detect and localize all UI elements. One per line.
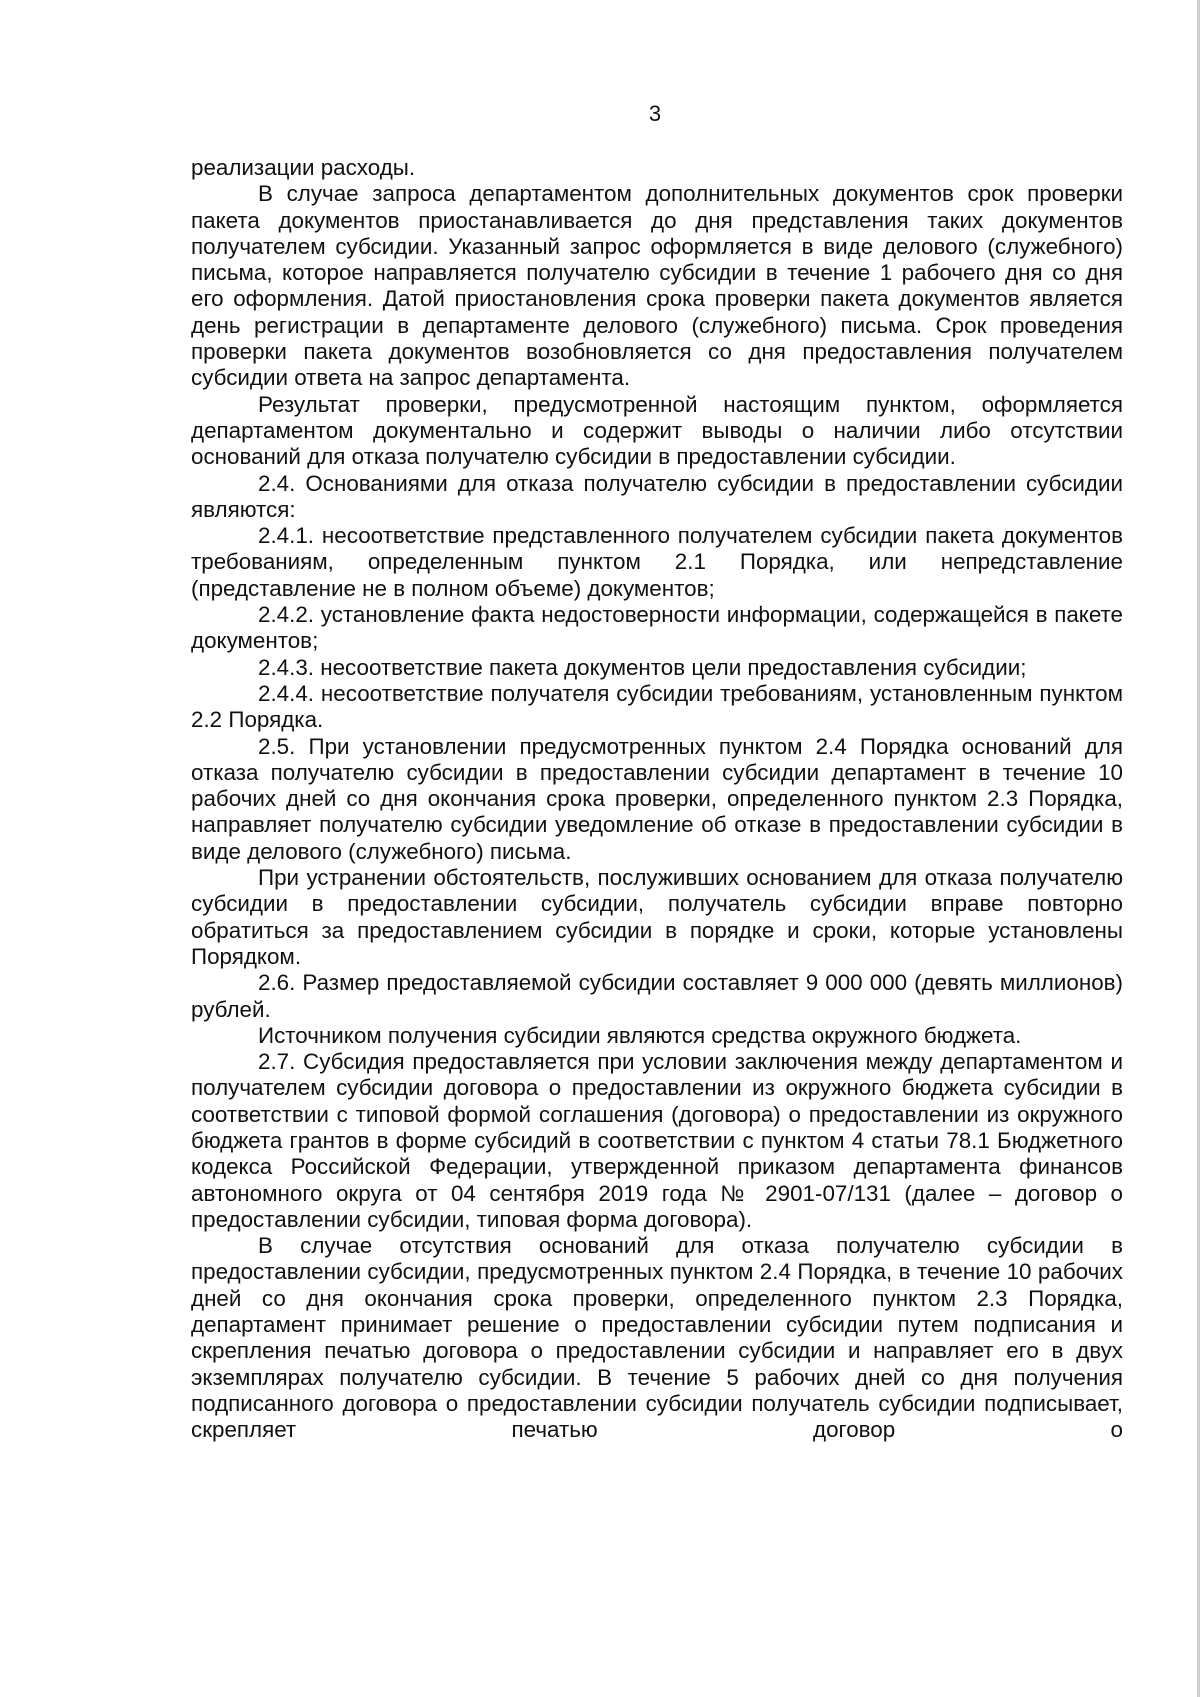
paragraph-2-4-2: 2.4.2. установление факта недостоверности информации, содержащейся в пакете документов; xyxy=(191,602,1123,654)
paragraph-2-5: 2.5. При установлении предусмотренных пунктом 2.4 Порядка оснований для отказа получателю субсидии в предоставлении субсидии департамент в течение 10 рабочих дней со дня окончания срока проверки, определенного пунктом 2.3 Порядка, направляет получателю субсидии уведомление об отказе в предоставлении субсидии в виде делового (служебного) письма. xyxy=(191,733,1123,864)
paragraph-decision: В случае отсутствия оснований для отказа получателю субсидии в предоставлении субсидии, предусмотренных пунктом 2.4 Порядка, в течение 10 рабочих дней со дня окончания срока проверки, определенного пунктом 2.3 Порядка, департамент принимает решение о предоставлении субсидии путем подписания и скрепления печатью договора о предоставлении субсидии и направляет его в двух экземплярах получателю субсидии. В течение 5 рабочих дней со дня получения подписанного договора о предоставлении субсидии получатель субсидии подписывает, скрепляет печатью договор о xyxy=(191,1233,1123,1443)
document-body xyxy=(191,155,1123,1444)
paragraph-2-7: 2.7. Субсидия предоставляется при условии заключения между департаментом и получателем субсидии договора о предоставлении из окружного бюджета субсидии в соответствии с типовой формой соглашения (договора) о предоставлении из окружного бюджета грантов в форме субсидий в соответствии с пунктом 4 статьи 78.1 Бюджетного кодекса Российской Федерации, утвержденной приказом департамента финансов автономного округа от 04 сентября 2019 года № 2901-07/131 (далее – договор о предоставлении субсидии, типовая форма договора). xyxy=(191,1049,1123,1232)
paragraph-document-request: В случае запроса департаментом дополнительных документов срок проверки пакета документов приостанавливается до дня представления таких документов получателем субсидии. Указанный запрос оформляется в виде делового (служебного) письма, которое направляется получателю субсидии в течение 1 рабочего дня со дня его оформления. Датой приостановления срока проверки пакета документов является день регистрации в департаменте делового (служебного) письма. Срок проведения проверки пакета документов возобновляется со дня предоставления получателем субсидии ответа на запрос департамента. xyxy=(191,181,1123,391)
paragraph-reapply: При устранении обстоятельств, послуживших основанием для отказа получателю субсидии в предоставлении субсидии, получатель субсидии вправе повторно обратиться за предоставлением субсидии в порядке и сроки, которые установлены Порядком. xyxy=(191,865,1123,969)
paragraph-continuation: реализации расходы. xyxy=(191,155,416,180)
paragraph-funding-source: Источником получения субсидии являются средства окружного бюджета. xyxy=(258,1022,1022,1048)
page-number: 3 xyxy=(648,101,662,126)
paragraph-check-result: Результат проверки, предусмотренной настоящим пунктом, оформляется департаментом документально и содержит выводы о наличии либо отсутствии оснований для отказа получателю субсидии в предоставлении субсидии. xyxy=(191,391,1123,470)
paragraph-2-4: 2.4. Основаниями для отказа получателю субсидии в предоставлении субсидии являются: xyxy=(191,470,1123,522)
paragraph-2-4-4: 2.4.4. несоответствие получателя субсидии требованиям, установленным пунктом 2.2 Порядка. xyxy=(191,680,1123,733)
paragraph-2-4-1: 2.4.1. несоответствие представленного получателем субсидии пакета документов требованиям, определенным пунктом 2.1 Порядка, или непредставление (представление не в полном объеме) документов; xyxy=(191,523,1123,601)
paragraph-2-6: 2.6. Размер предоставляемой субсидии составляет 9 000 000 (девять миллионов) рублей. xyxy=(191,970,1123,1022)
paragraph-2-4-3: 2.4.3. несоответствие пакета документов цели предоставления субсидии; xyxy=(258,654,1027,680)
